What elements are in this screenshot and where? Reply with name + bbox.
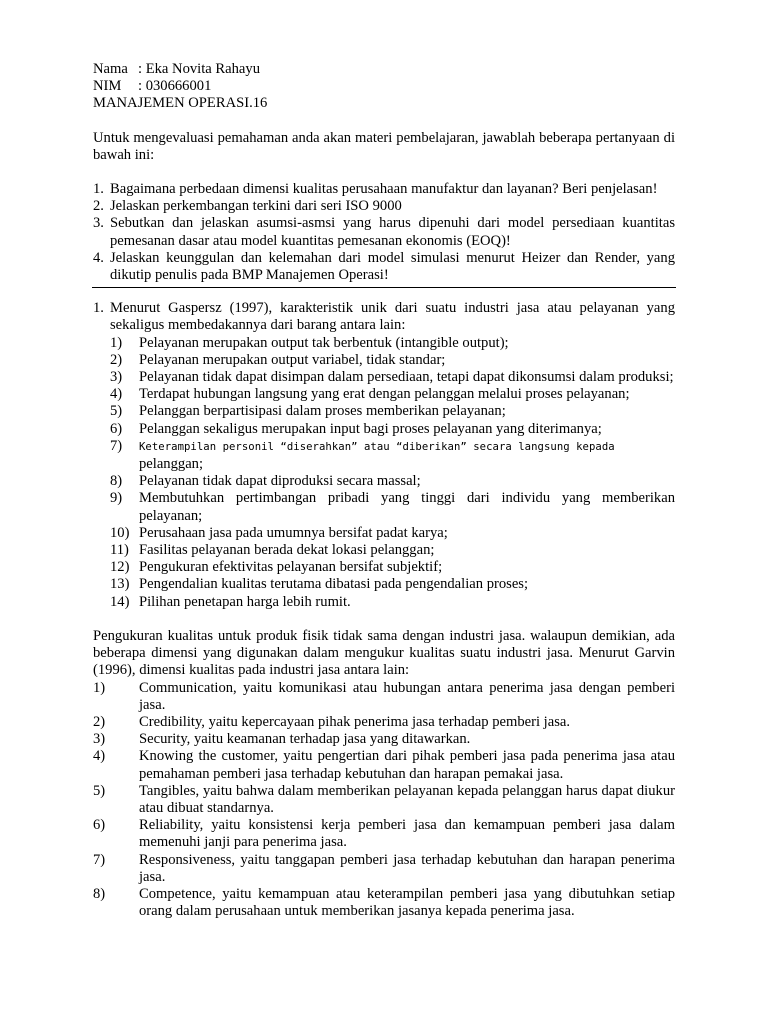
- list-item-text: Perusahaan jasa pada umumnya bersifat padat karya;: [139, 524, 448, 541]
- list-item-text: Pelayanan merupakan output variabel, tidak standar;: [139, 351, 446, 368]
- list-item-text: Terdapat hubungan langsung yang erat dengan pelanggan melalui proses pelayanan;: [139, 386, 630, 403]
- list-item-number: 2): [110, 351, 123, 368]
- nim-label: NIM: [93, 78, 122, 95]
- list-item-text: Pilihan penetapan harga lebih rumit.: [139, 593, 351, 610]
- question-number: 2.: [93, 198, 104, 215]
- name-label: Nama: [93, 61, 128, 77]
- list-item: [110, 335, 675, 352]
- list-item-number: 6): [93, 817, 106, 834]
- list-item: [110, 594, 675, 611]
- list-item: [110, 525, 675, 542]
- list-item: [93, 783, 675, 817]
- list-item-number: 14): [110, 593, 130, 610]
- question-number: 3.: [93, 215, 104, 232]
- list-item-text: Knowing the customer, yaitu pengertian dari pihak pemberi jasa pada penerima jasa atau pemahaman pemberi jasa terhadap kebutuhan dan harapan pemakai jasa.: [139, 748, 675, 782]
- list-item: [93, 852, 675, 886]
- list-item-number: 4): [93, 748, 106, 765]
- list-item-text: Responsiveness, yaitu tanggapan pemberi jasa terhadap kebutuhan dan harapan penerima jasa.: [139, 851, 675, 885]
- question-text: Jelaskan keunggulan dan kelemahan dari model simulasi menurut Heizer dan Render, yang dikutip penulis pada BMP Manajemen Operasi!: [110, 249, 675, 284]
- list-item: [93, 817, 675, 851]
- question-number: 4.: [93, 249, 104, 266]
- list-item: [110, 438, 675, 473]
- student-header: [93, 61, 675, 113]
- list-item-number: 12): [110, 559, 130, 576]
- list-item-text: Security, yaitu keamanan terhadap jasa yang ditawarkan.: [139, 731, 471, 748]
- list-item-number: 9): [110, 490, 123, 507]
- list-item: [110, 386, 675, 403]
- question-item: [93, 250, 675, 284]
- list-item: [93, 731, 675, 748]
- list-item: [93, 680, 675, 714]
- answer-number: 1.: [93, 300, 104, 317]
- list-item-number: 7): [93, 851, 106, 868]
- list-item-number: 11): [110, 542, 129, 559]
- list-item-number: 8): [93, 885, 106, 902]
- list-item-continuation: pelanggan;: [139, 456, 204, 473]
- list-item-text: Reliability, yaitu konsistensi kerja pemberi jasa dan kemampuan pemberi jasa dalam memenuhi janji para penerima jasa.: [139, 817, 675, 851]
- list-item-text: Competence, yaitu kemampuan atau keterampilan pemberi jasa yang dibutuhkan setiap orang dalam perusahaan untuk memberikan jasanya kepada penerima jasa.: [139, 885, 675, 920]
- list-item-number: 5): [110, 403, 123, 420]
- question-number: 1.: [93, 181, 104, 198]
- list-item-number: 1): [110, 334, 123, 351]
- section-divider: [92, 287, 676, 288]
- list-item-text: Communication, yaitu komunikasi atau hubungan antara penerima jasa dengan pemberi jasa.: [139, 679, 675, 713]
- list-item-number: 3): [110, 369, 123, 386]
- list-item-text: Pelayanan merupakan output tak berbentuk (intangible output);: [139, 334, 509, 351]
- list-item-text: [139, 438, 675, 473]
- list-item-text: Pelayanan tidak dapat disimpan dalam persediaan, tetapi dapat dikonsumsi dalam produksi;: [139, 369, 674, 386]
- question-text: Sebutkan dan jelaskan asumsi-asmsi yang harus dipenuhi dari model persediaan kuantitas pemesanan dasar atau model kuantitas pemesanan ekonomis (EOQ)!: [110, 215, 675, 249]
- monospace-line: Keterampilan personil “diserahkan” atau “diberikan” secara langsung kepada: [139, 440, 615, 453]
- list-item-text: Pelanggan sekaligus merupakan input bagi proses pelayanan yang diterimanya;: [139, 420, 602, 437]
- list-item-text: Pengukuran efektivitas pelayanan bersifat subjektif;: [139, 559, 443, 576]
- question-item: [93, 198, 675, 215]
- list-item: [93, 714, 675, 731]
- list-item-text: Fasilitas pelayanan berada dekat lokasi pelanggan;: [139, 542, 435, 559]
- course-title: MANAJEMEN OPERASI.16: [93, 95, 268, 112]
- list-item: [110, 369, 675, 386]
- question-item: [93, 181, 675, 198]
- name-value: : Eka Novita Rahayu: [138, 61, 260, 77]
- list-item: [110, 559, 675, 576]
- list-item: [93, 748, 675, 782]
- question-list: [93, 181, 675, 284]
- document-content: [93, 61, 675, 920]
- list-item-text: Pelanggan berpartisipasi dalam proses memberikan pelayanan;: [139, 403, 506, 420]
- nim-value: : 030666001: [138, 78, 212, 95]
- answer-intro: [93, 300, 675, 334]
- list-item-number: 4): [110, 386, 123, 403]
- list-item-number: 6): [110, 420, 123, 437]
- answer-section: [93, 300, 675, 920]
- quality-paragraph: Pengukuran kualitas untuk produk fisik tidak sama dengan industri jasa. walaupun demikian, ada beberapa dimensi yang digunakan dalam mengukur kualitas suatu industri jasa. Menurut Garvin (1996), dimensi kualitas pada industri jasa antara lain:: [93, 627, 675, 679]
- list-item: [110, 490, 675, 524]
- list-item-number: 1): [93, 679, 106, 696]
- list-item-number: 7): [110, 437, 123, 454]
- list-item-text: Pengendalian kualitas terutama dibatasi pada pengendalian proses;: [139, 576, 529, 593]
- list-item-text: Pelayanan tidak dapat diproduksi secara massal;: [139, 473, 421, 490]
- answer-intro-text: Menurut Gaspersz (1997), karakteristik unik dari suatu industri jasa atau pelayanan yang sekaligus membedakannya dari barang antara lain:: [110, 300, 675, 334]
- list-item: [93, 886, 675, 920]
- list-item: [110, 542, 675, 559]
- list-item: [110, 403, 675, 420]
- list-item-number: 10): [110, 524, 130, 541]
- name-row: [93, 61, 675, 78]
- list-item-number: 8): [110, 473, 123, 490]
- list-item-number: 2): [93, 713, 106, 730]
- question-item: [93, 215, 675, 249]
- list-item: [110, 352, 675, 369]
- nim-row: [93, 78, 675, 95]
- list-item: [110, 576, 675, 593]
- list-item-number: 13): [110, 576, 130, 593]
- instructions: Untuk mengevaluasi pemahaman anda akan materi pembelajaran, jawablah beberapa pertanyaan di bawah ini:: [93, 129, 675, 163]
- list-item-number: 3): [93, 731, 106, 748]
- list-item-text: Membutuhkan pertimbangan pribadi yang tinggi dari individu yang memberikan pelayanan;: [139, 490, 675, 524]
- list-item-text: Credibility, yaitu kepercayaan pihak penerima jasa terhadap pemberi jasa.: [139, 713, 571, 730]
- list-item: [110, 473, 675, 490]
- list-item: [110, 421, 675, 438]
- question-text: Jelaskan perkembangan terkini dari seri ISO 9000: [110, 198, 402, 215]
- list-item-text: Tangibles, yaitu bahwa dalam memberikan pelayanan kepada pelanggan harus dapat diukur atau dibuat standarnya.: [139, 782, 675, 816]
- list-item-number: 5): [93, 782, 106, 799]
- question-text: Bagaimana perbedaan dimensi kualitas perusahaan manufaktur dan layanan? Beri penjelasan!: [110, 181, 658, 198]
